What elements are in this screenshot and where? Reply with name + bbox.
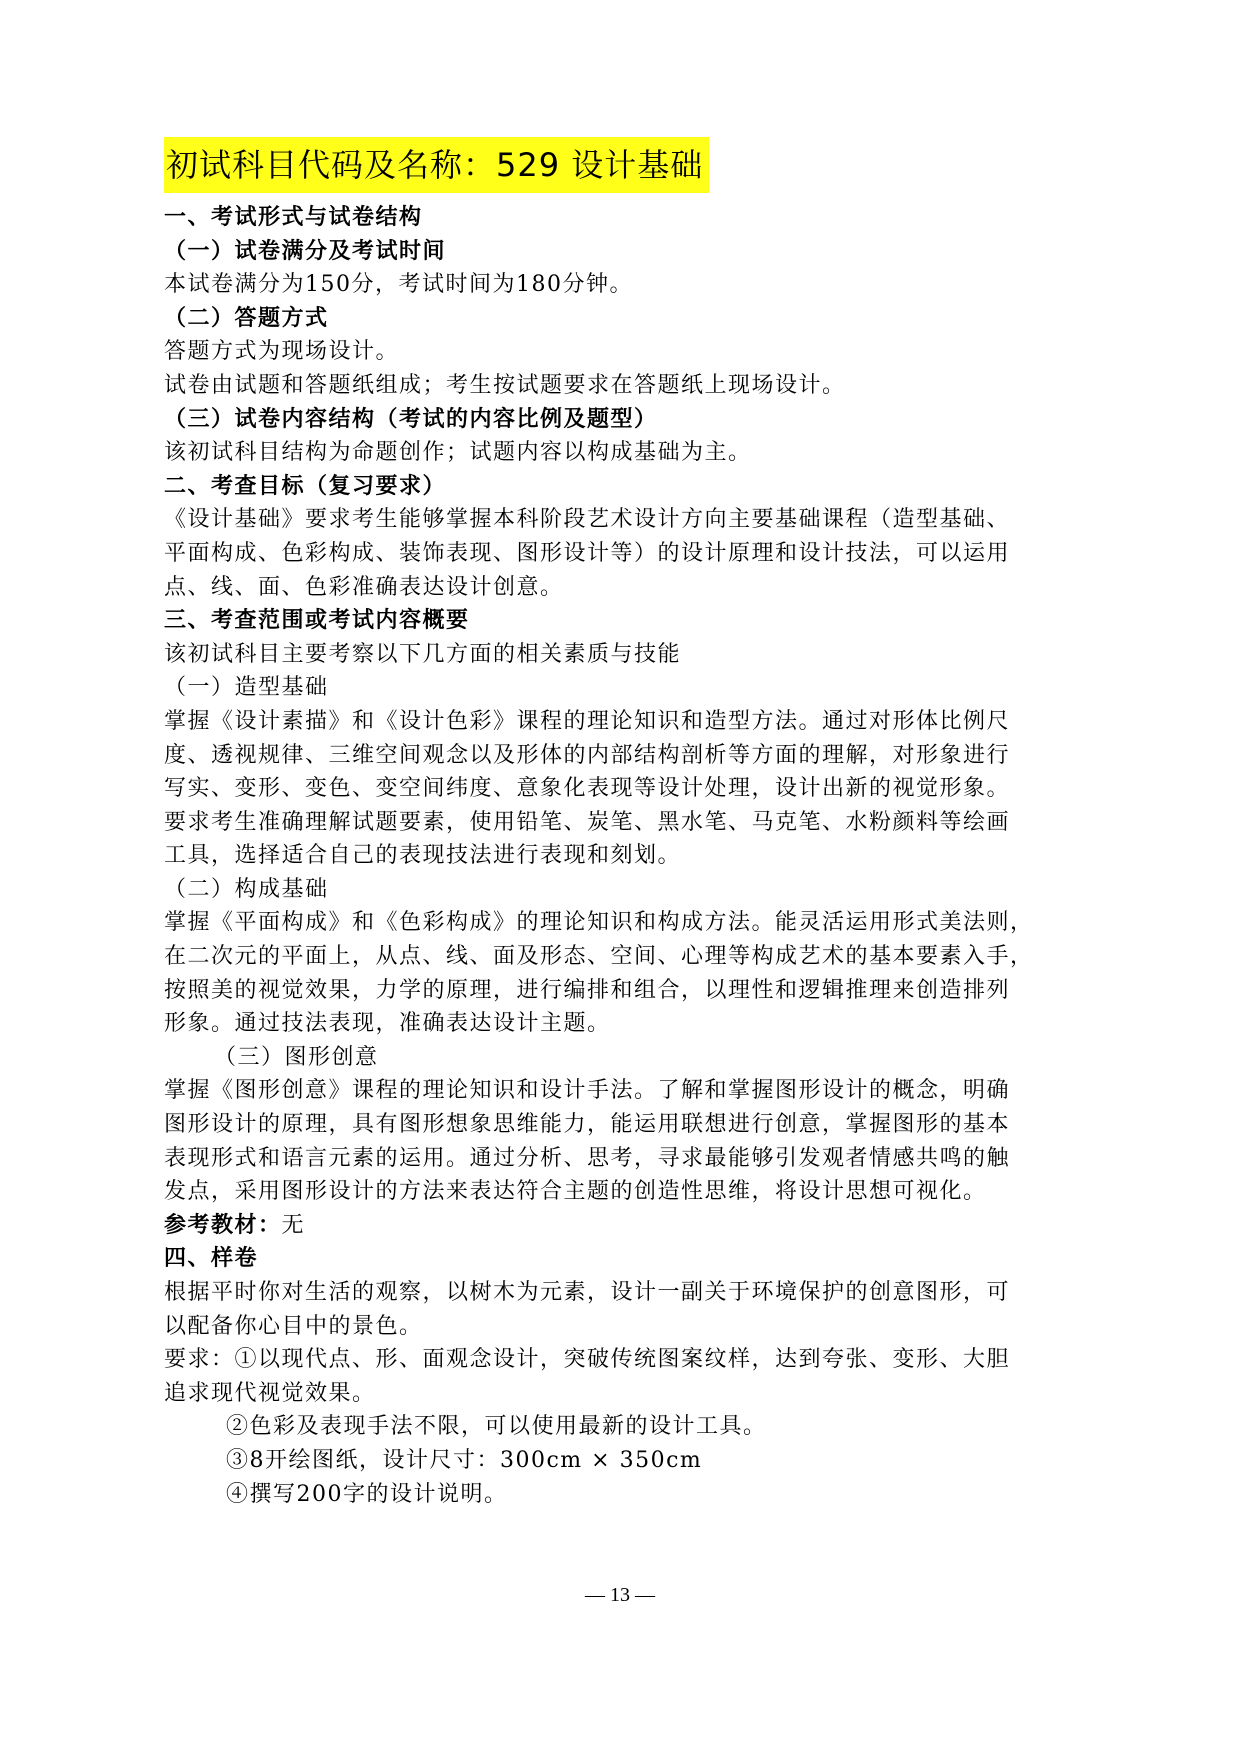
text-line-content: 四、样卷 [164, 1245, 259, 1272]
text-line [164, 1108, 1084, 1142]
text-line-content: 《设计基础》要求考生能够掌握本科阶段艺术设计方向主要基础课程（造型基础、 [164, 507, 1011, 533]
text-line [164, 470, 1084, 504]
text-line-content: 二、考查目标（复习要求） [164, 472, 447, 499]
text-line [164, 235, 1084, 269]
text-line-content: 参考教材： [164, 1211, 282, 1238]
text-line-content: （三）试卷内容结构（考试的内容比例及题型） [164, 405, 658, 432]
text-line-content: 写实、变形、变色、变空间纬度、意象化表现等设计处理，设计出新的视觉形象。 [164, 776, 1011, 802]
text-line [164, 638, 1084, 672]
text-line-content: （一）试卷满分及考试时间 [164, 237, 447, 264]
text-line-content: 该初试科目主要考察以下几方面的相关素质与技能 [164, 641, 682, 667]
text-line [164, 302, 1084, 336]
text-line [164, 1343, 1084, 1377]
document-body [164, 201, 1084, 1511]
text-line [164, 503, 1084, 537]
text-line-content: 要求考生准确理解试题要素，使用铅笔、炭笔、黑水笔、马克笔、水粉颜料等绘画 [164, 809, 1011, 835]
page-number: — 13 — [585, 1584, 655, 1606]
text-line-content: （一）造型基础 [164, 675, 329, 701]
text-line [164, 940, 1084, 974]
text-line [164, 1209, 1084, 1243]
text-line-content: 形象。通过技法表现，准确表达设计主题。 [164, 1011, 611, 1037]
text-line [164, 537, 1084, 571]
text-line [164, 1242, 1084, 1276]
text-line [164, 1175, 1084, 1209]
text-line-content: 掌握《图形创意》课程的理论知识和设计手法。了解和掌握图形设计的概念，明确 [164, 1078, 1011, 1104]
text-line-content: 表现形式和语言元素的运用。通过分析、思考，寻求最能够引发观者情感共鸣的触 [164, 1145, 1011, 1171]
text-line-content: 要求：①以现代点、形、面观念设计，突破传统图案纹样，达到夸张、变形、大胆 [164, 1347, 1011, 1373]
text-line-content: ④撰写200字的设计说明。 [226, 1481, 508, 1507]
text-line [164, 772, 1084, 806]
text-line-content: ③8开绘图纸，设计尺寸：300cm × 350cm [226, 1447, 703, 1473]
page-title: 初试科目代码及名称：529 设计基础 [164, 137, 709, 193]
document-page [164, 0, 1084, 1511]
text-line [164, 1410, 1084, 1444]
text-line [164, 1041, 1084, 1075]
text-line-content: 点、线、面、色彩准确表达设计创意。 [164, 574, 564, 600]
text-line [164, 1007, 1084, 1041]
text-line [164, 571, 1084, 605]
text-line [164, 201, 1084, 235]
text-line-content: 本试卷满分为150分，考试时间为180分钟。 [164, 272, 633, 298]
text-line-content: 按照美的视觉效果，力学的原理，进行编排和组合，以理性和逻辑推理来创造排列 [164, 977, 1011, 1003]
text-line [164, 1310, 1084, 1344]
text-line [164, 403, 1084, 437]
text-line [164, 906, 1084, 940]
text-line-content: 图形设计的原理，具有图形想象思维能力，能运用联想进行创意，掌握图形的基本 [164, 1112, 1011, 1138]
text-line [164, 974, 1084, 1008]
text-line [164, 604, 1084, 638]
text-line [164, 839, 1084, 873]
text-line [164, 739, 1084, 773]
text-line [164, 369, 1084, 403]
text-line-content: 以配备你心目中的景色。 [164, 1313, 423, 1339]
text-line [164, 671, 1084, 705]
text-line-content: 试卷由试题和答题纸组成；考生按试题要求在答题纸上现场设计。 [164, 372, 846, 398]
text-line-content: （二）答题方式 [164, 304, 329, 331]
text-line [164, 268, 1084, 302]
text-line-content: 答题方式为现场设计。 [164, 339, 400, 365]
text-line-content: 三、考查范围或考试内容概要 [164, 607, 470, 634]
text-line [164, 806, 1084, 840]
text-line [164, 705, 1084, 739]
text-line-content: ②色彩及表现手法不限，可以使用最新的设计工具。 [226, 1414, 767, 1440]
text-line [164, 1276, 1084, 1310]
text-line [164, 1377, 1084, 1411]
text-line-content: （二）构成基础 [164, 876, 329, 902]
text-line-content: 在二次元的平面上，从点、线、面及形态、空间、心理等构成艺术的基本要素入手， [164, 944, 1034, 970]
text-line-content: 发点，采用图形设计的方法来表达符合主题的创造性思维，将设计思想可视化。 [164, 1179, 987, 1205]
text-line [164, 1074, 1084, 1108]
text-line [164, 873, 1084, 907]
text-line-content: 度、透视规律、三维空间观念以及形体的内部结构剖析等方面的理解，对形象进行 [164, 742, 1011, 768]
text-line-content: 掌握《平面构成》和《色彩构成》的理论知识和构成方法。能灵活运用形式美法则， [164, 910, 1034, 936]
text-line-content: （三）图形创意 [214, 1044, 379, 1070]
text-line [164, 1478, 1084, 1512]
text-line [164, 335, 1084, 369]
text-line [164, 1142, 1084, 1176]
text-line-content: 一、考试形式与试卷结构 [164, 204, 423, 230]
text-line-content: 平面构成、色彩构成、装饰表现、图形设计等）的设计原理和设计技法，可以运用 [164, 540, 1011, 566]
text-line-content: 工具，选择适合自己的表现技法进行表现和刻划。 [164, 843, 682, 869]
text-line-content: 该初试科目结构为命题创作；试题内容以构成基础为主。 [164, 440, 752, 466]
text-line-content: 掌握《设计素描》和《设计色彩》课程的理论知识和造型方法。通过对形体比例尺 [164, 708, 1011, 734]
text-line-content: 追求现代视觉效果。 [164, 1380, 376, 1406]
text-line [164, 1444, 1084, 1478]
text-line-content: 根据平时你对生活的观察，以树木为元素，设计一副关于环境保护的创意图形，可 [164, 1280, 1011, 1305]
text-line [164, 436, 1084, 470]
text-line-suffix: 无 [281, 1212, 306, 1238]
title-block [164, 137, 1084, 193]
